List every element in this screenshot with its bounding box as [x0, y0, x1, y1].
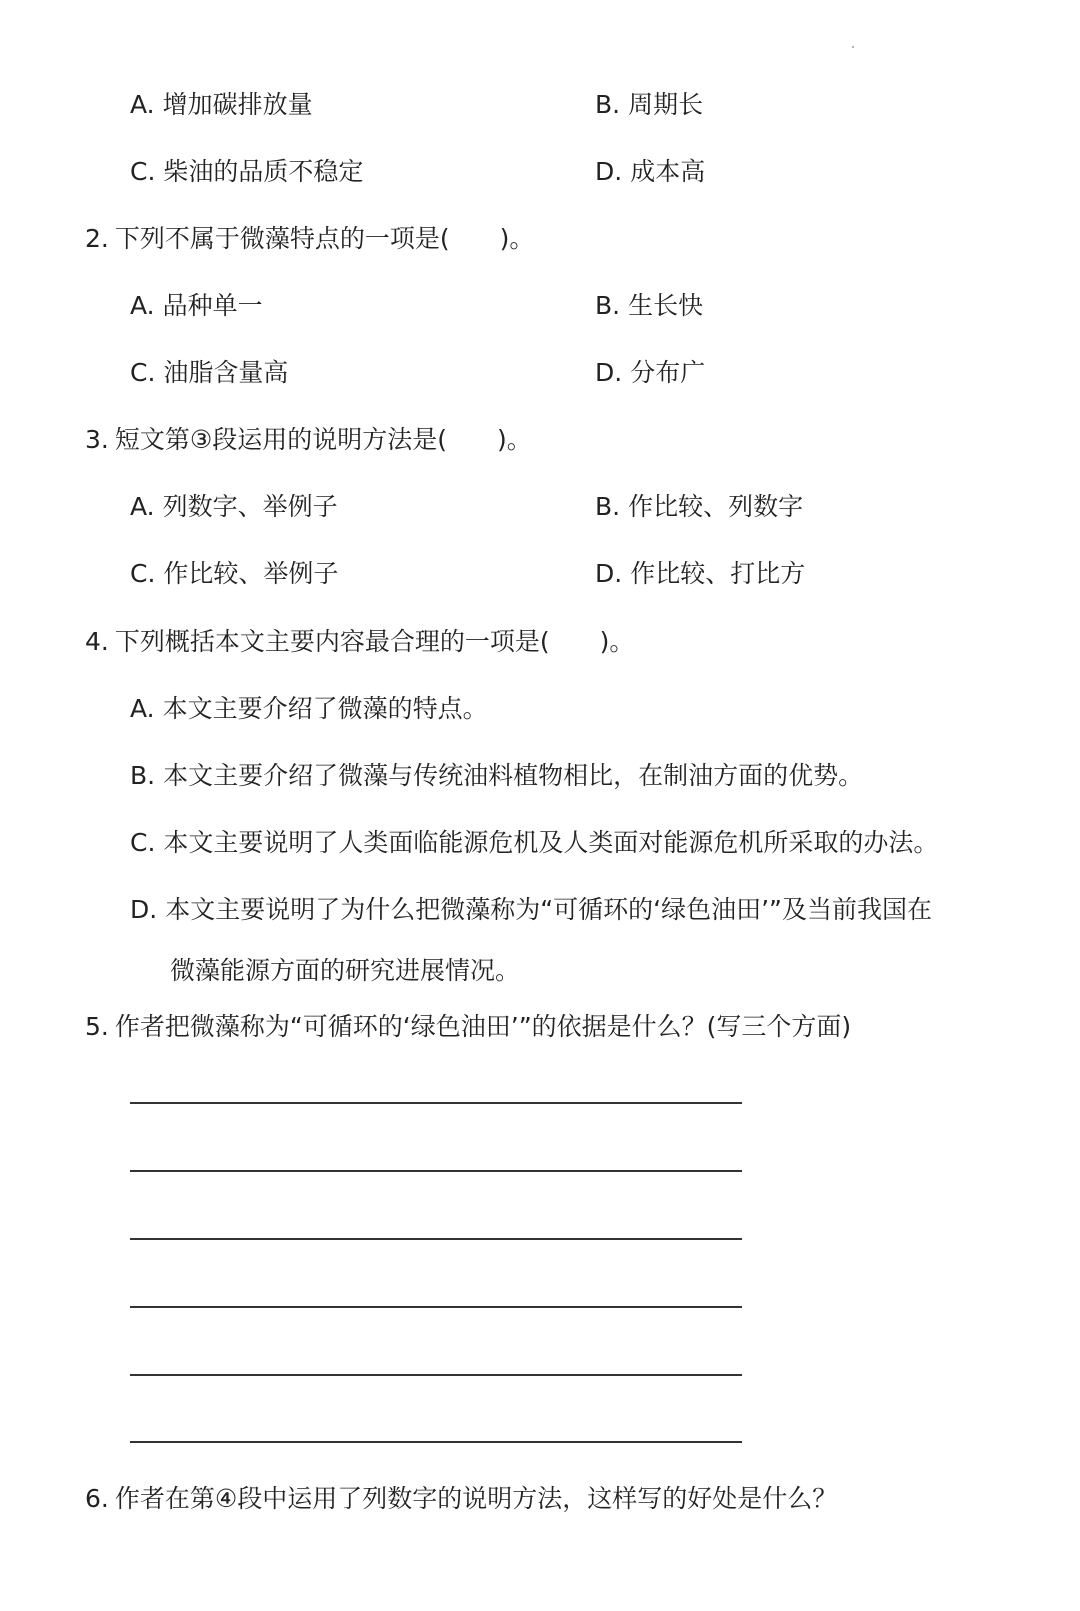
option-letter: B.	[595, 492, 621, 521]
option-text: 微藻能源方面的研究进展情况。	[170, 956, 521, 985]
question-number: 3.	[85, 425, 109, 454]
q5-answer-line-5[interactable]	[130, 1374, 742, 1376]
option-text: 本文主要介绍了微藻与传统油料植物相比，在制油方面的优势。	[163, 761, 864, 790]
question-number: 6.	[85, 1484, 109, 1513]
option-letter: B.	[595, 90, 621, 119]
option-letter: C.	[130, 559, 156, 588]
option-text: 品种单一	[162, 291, 263, 320]
q4-option-d[interactable]	[130, 893, 932, 927]
option-text: 本文主要介绍了微藻的特点。	[162, 694, 488, 723]
option-letter: D.	[130, 895, 158, 924]
option-text: 周期长	[628, 90, 704, 119]
q6-stem	[85, 1482, 837, 1516]
q3-option-c[interactable]	[130, 557, 338, 591]
q1-option-a[interactable]	[130, 88, 313, 122]
question-number: 5.	[85, 1012, 109, 1041]
option-letter: C.	[130, 828, 156, 857]
option-letter: C.	[130, 358, 156, 387]
question-number: 4.	[85, 627, 109, 656]
q1-option-b[interactable]	[595, 88, 703, 122]
scan-speck	[852, 46, 854, 48]
option-text: 作比较、列数字	[628, 492, 804, 521]
option-text: 列数字、举例子	[162, 492, 338, 521]
q3-option-d[interactable]	[595, 557, 805, 591]
q4-option-b[interactable]	[130, 759, 863, 793]
q4-option-d-continuation	[170, 954, 520, 988]
question-text: 短文第③段运用的说明方法是( )。	[114, 425, 532, 454]
q4-stem	[85, 625, 634, 659]
question-text: 作者把微藻称为“可循环的‘绿色油田’”的依据是什么？(写三个方面)	[114, 1012, 852, 1041]
option-letter: D.	[595, 559, 623, 588]
question-text: 作者在第④段中运用了列数字的说明方法，这样写的好处是什么？	[114, 1484, 838, 1513]
q5-answer-line-2[interactable]	[130, 1170, 742, 1172]
q2-stem	[85, 222, 534, 256]
q5-answer-line-4[interactable]	[130, 1306, 742, 1308]
option-letter: B.	[595, 291, 621, 320]
question-number: 2.	[85, 224, 109, 253]
q1-option-d[interactable]	[595, 155, 705, 189]
q3-option-b[interactable]	[595, 490, 803, 524]
option-text: 柴油的品质不稳定	[163, 157, 364, 186]
q3-option-a[interactable]	[130, 490, 338, 524]
question-text: 下列概括本文主要内容最合理的一项是( )。	[114, 627, 635, 656]
q2-option-d[interactable]	[595, 356, 705, 390]
option-letter: A.	[130, 694, 155, 723]
option-text: 作比较、举例子	[163, 559, 339, 588]
option-letter: D.	[595, 157, 623, 186]
question-text: 下列不属于微藻特点的一项是( )。	[114, 224, 535, 253]
option-text: 成本高	[630, 157, 706, 186]
option-text: 生长快	[628, 291, 704, 320]
q2-option-c[interactable]	[130, 356, 288, 390]
q3-stem	[85, 423, 532, 457]
q5-answer-line-3[interactable]	[130, 1238, 742, 1240]
option-text: 作比较、打比方	[630, 559, 806, 588]
q1-option-c[interactable]	[130, 155, 363, 189]
option-letter: C.	[130, 157, 156, 186]
option-letter: A.	[130, 291, 155, 320]
option-text: 本文主要说明了人类面临能源危机及人类面对能源危机所采取的办法。	[163, 828, 939, 857]
q4-option-c[interactable]	[130, 826, 938, 860]
q4-option-a[interactable]	[130, 692, 488, 726]
option-letter: A.	[130, 492, 155, 521]
option-text: 分布广	[630, 358, 706, 387]
option-text: 增加碳排放量	[162, 90, 313, 119]
option-text: 油脂含量高	[163, 358, 289, 387]
option-letter: B.	[130, 761, 156, 790]
q2-option-a[interactable]	[130, 289, 263, 323]
q5-answer-line-6[interactable]	[130, 1441, 742, 1443]
q5-stem	[85, 1010, 851, 1044]
option-letter: D.	[595, 358, 623, 387]
option-letter: A.	[130, 90, 155, 119]
option-text: 本文主要说明了为什么把微藻称为“可循环的‘绿色油田’”及当前我国在	[165, 895, 933, 924]
q5-answer-line-1[interactable]	[130, 1102, 742, 1104]
q2-option-b[interactable]	[595, 289, 703, 323]
